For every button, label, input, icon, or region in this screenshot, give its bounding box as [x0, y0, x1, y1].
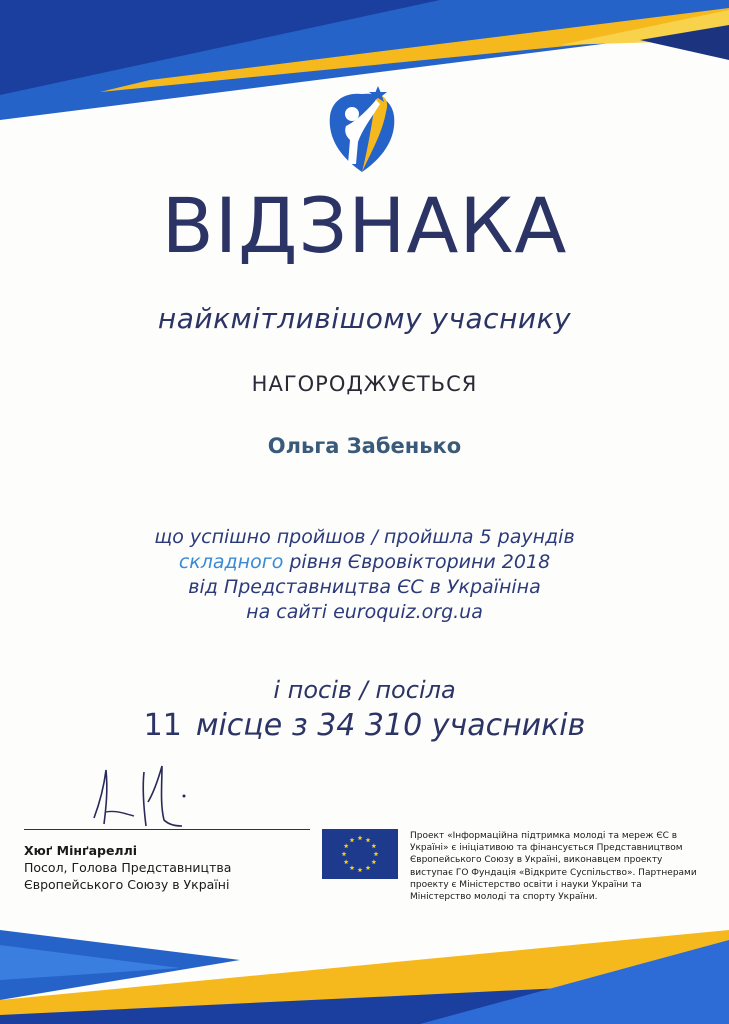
eu-star — [366, 865, 371, 870]
place-line: і посів / посіла — [273, 676, 456, 704]
signatory-name: Хюґ Мінґареллі — [24, 843, 138, 858]
project-info-line-2: Україні» є ініціативою та фінансується Представництвом — [410, 843, 683, 854]
signatory-title-1: Посол, Голова Представництва — [24, 860, 232, 875]
signatory-title-2: Європейського Союзу в Україні — [24, 877, 230, 892]
eu-star — [350, 838, 355, 843]
eu-star — [358, 835, 363, 840]
eu-star — [366, 838, 371, 843]
difficulty-level: складного — [178, 551, 284, 573]
eu-star — [374, 851, 379, 856]
project-info-line-1: Проект «Інформаційна підтримка молоді та мереж ЄС в — [410, 831, 678, 841]
recipient-name: Ольга Забенько — [267, 434, 462, 458]
eu-star — [371, 843, 376, 848]
project-info-line-3: Європейського Союзу в Україні, виконавцем проекту — [410, 855, 663, 866]
eu-stars — [322, 829, 398, 879]
eu-flag-icon — [322, 829, 398, 879]
result-line — [0, 708, 729, 743]
description-line-2 — [0, 550, 729, 575]
project-info — [410, 830, 710, 903]
signature-line — [24, 829, 310, 830]
description-line-1: що успішно пройшов / пройшла 5 раундів — [154, 526, 575, 548]
certificate-subtitle: найкмітливішому учаснику — [157, 302, 572, 335]
star-figure-logo-icon — [324, 84, 400, 174]
place-number: 11 — [143, 708, 182, 743]
awarded-heading: НАГОРОДЖУЄТЬСЯ — [251, 372, 478, 396]
certificate-title: ВІДЗНАКА — [161, 181, 568, 270]
eu-star — [350, 865, 355, 870]
eu-star — [371, 859, 376, 864]
signatory-block — [24, 842, 231, 893]
eu-star — [342, 851, 347, 856]
description-line-3: від Представництва ЄС в Україніна — [188, 576, 541, 598]
project-info-line-4: виступає ГО Фундація «Відкрите Суспільство». Партнерами — [410, 867, 697, 878]
description-line-2-rest: рівня Євровікторини 2018 — [283, 551, 551, 573]
place-text: місце з 34 310 учасників — [195, 708, 586, 743]
project-info-line-5: проекту є Міністерство освіти і науки України та — [410, 879, 642, 890]
description-line-4: на сайті euroquiz.org.ua — [246, 601, 483, 623]
eu-star — [344, 843, 349, 848]
handwritten-signature — [86, 762, 196, 832]
eu-star — [358, 867, 363, 872]
description — [0, 525, 729, 625]
project-info-line-6: Міністерство молоді та спорту України. — [410, 892, 598, 903]
eu-star — [344, 859, 349, 864]
